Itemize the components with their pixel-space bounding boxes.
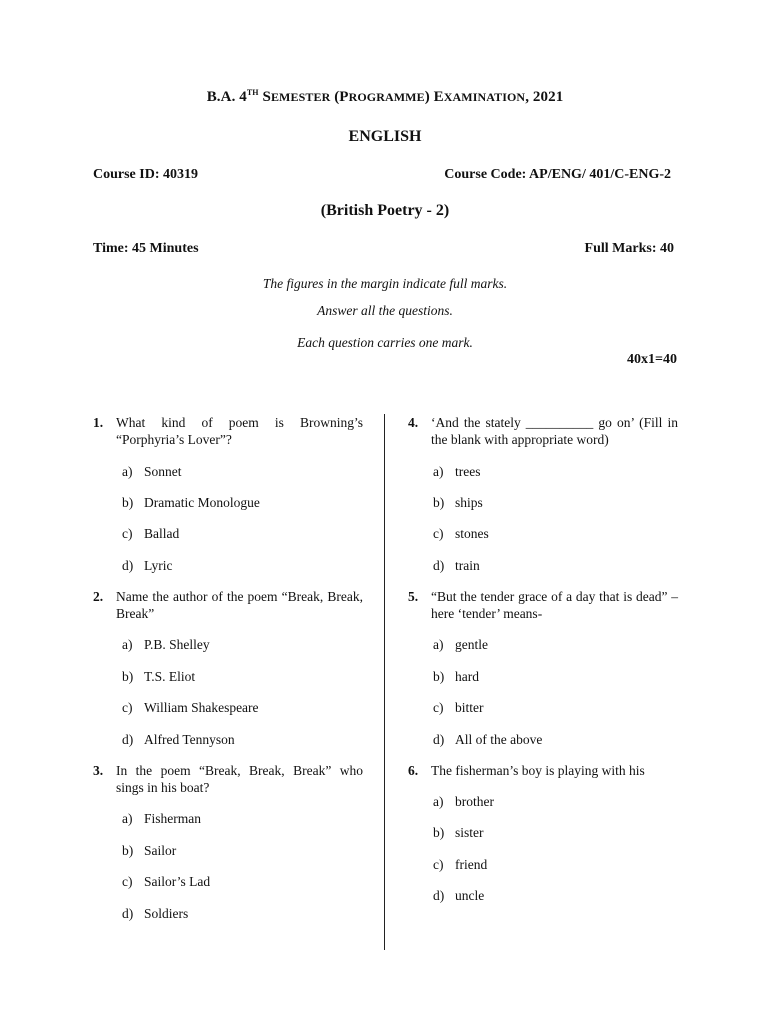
option-text: hard	[455, 669, 479, 684]
option	[433, 731, 542, 748]
question-number: 1.	[93, 415, 104, 430]
option-letter: b)	[122, 669, 134, 684]
option-letter: c)	[433, 526, 444, 541]
option	[433, 668, 479, 685]
option-text: ships	[455, 495, 483, 510]
exam-degree: B.A. 4	[206, 89, 247, 105]
option	[122, 636, 210, 653]
option-text: Sailor	[144, 843, 177, 858]
option	[433, 856, 487, 873]
exam-title-part: XAMINATION	[443, 90, 526, 104]
option	[122, 731, 235, 748]
option-text: gentle	[455, 637, 488, 652]
option-letter: d)	[122, 558, 134, 573]
option-letter: c)	[122, 874, 133, 889]
option	[433, 636, 488, 653]
option-letter: b)	[122, 495, 134, 510]
option	[433, 824, 484, 841]
option-text: T.S. Eliot	[144, 669, 196, 684]
option-text: friend	[455, 857, 488, 872]
question-number: 6.	[408, 763, 419, 778]
option	[433, 699, 484, 716]
option-letter: b)	[122, 843, 134, 858]
instruction-line: Each question carries one mark.	[297, 335, 473, 350]
option	[433, 463, 480, 480]
question-3	[93, 762, 363, 796]
question-number: 2.	[93, 589, 104, 604]
option-text: Ballad	[144, 526, 180, 541]
option-letter: a)	[122, 811, 133, 826]
question-1	[93, 414, 363, 448]
exam-title-part: ROGRAMME	[348, 90, 425, 104]
option-letter: d)	[433, 732, 445, 747]
option-text: brother	[455, 794, 494, 809]
question-text: Name the author of the poem “Break, Break, Break”	[116, 589, 363, 621]
question-text: In the poem “Break, Break, Break” who sings in his boat?	[116, 763, 363, 795]
option-text: uncle	[455, 888, 485, 903]
mark-scheme: 40x1=40	[627, 352, 677, 367]
option	[433, 494, 483, 511]
option-letter: a)	[433, 794, 444, 809]
option-text: Lyric	[144, 558, 173, 573]
option-text: Sonnet	[144, 464, 182, 479]
question-4	[408, 414, 678, 448]
option	[433, 793, 494, 810]
option-text: Fisherman	[144, 811, 201, 826]
option-letter: d)	[122, 906, 134, 921]
option-text: Alfred Tennyson	[144, 732, 235, 747]
option	[433, 887, 484, 904]
option-letter: b)	[433, 669, 445, 684]
option-text: All of the above	[455, 732, 543, 747]
option	[433, 557, 480, 574]
question-text: What kind of poem is Browning’s “Porphyria’s Lover”?	[116, 415, 363, 447]
instruction-line: The figures in the margin indicate full marks.	[262, 276, 508, 291]
option-text: Sailor’s Lad	[144, 874, 211, 889]
exam-title-part: S	[262, 89, 271, 105]
question-text: ‘And the stately __________ go on’ (Fill in the blank with appropriate word)	[431, 415, 678, 447]
option-letter: d)	[433, 888, 445, 903]
exam-title-part: (P	[330, 89, 349, 105]
question-number: 5.	[408, 589, 419, 604]
option-letter: a)	[122, 637, 133, 652]
option	[122, 905, 188, 922]
option-text: Soldiers	[144, 906, 189, 921]
option-text: bitter	[455, 700, 484, 715]
option	[122, 810, 201, 827]
option	[122, 494, 260, 511]
time-allowed: Time: 45 Minutes	[93, 241, 199, 256]
question-5	[408, 588, 678, 622]
question-number: 4.	[408, 415, 419, 430]
option-letter: c)	[122, 526, 133, 541]
option	[122, 842, 176, 859]
full-marks: Full Marks: 40	[584, 241, 674, 256]
option-letter: d)	[122, 732, 134, 747]
option-letter: a)	[433, 637, 444, 652]
course-code: Course Code: AP/ENG/ 401/C-ENG-2	[444, 167, 671, 182]
option	[122, 463, 182, 480]
option-text: sister	[455, 825, 484, 840]
option-letter: d)	[433, 558, 445, 573]
option-letter: c)	[433, 857, 444, 872]
option-letter: b)	[433, 825, 445, 840]
option	[122, 668, 195, 685]
exam-title-part: ) E	[424, 89, 444, 105]
column-divider	[384, 414, 385, 950]
subject-title: ENGLISH	[348, 128, 422, 145]
option-text: William Shakespeare	[144, 700, 259, 715]
question-text: The fisherman’s boy is playing with his	[431, 763, 645, 778]
question-text: “But the tender grace of a day that is dead” – here ‘tender’ means-	[431, 589, 678, 621]
option-text: trees	[455, 464, 481, 479]
option-text: train	[455, 558, 480, 573]
exam-degree-superscript: TH	[246, 88, 259, 97]
paper-title: (British Poetry - 2)	[320, 202, 450, 219]
exam-title-part: EMESTER	[270, 90, 331, 104]
option-letter: c)	[433, 700, 444, 715]
option-text: Dramatic Monologue	[144, 495, 260, 510]
exam-title	[0, 88, 770, 106]
option	[122, 557, 173, 574]
option-letter: b)	[433, 495, 445, 510]
option-letter: a)	[433, 464, 444, 479]
option	[122, 873, 210, 890]
option	[433, 525, 489, 542]
question-number: 3.	[93, 763, 104, 778]
question-2	[93, 588, 363, 622]
question-6	[408, 762, 678, 779]
option-text: P.B. Shelley	[144, 637, 210, 652]
option	[122, 699, 259, 716]
option-letter: c)	[122, 700, 133, 715]
option-letter: a)	[122, 464, 133, 479]
exam-year: , 2021	[525, 89, 564, 105]
option	[122, 525, 179, 542]
option-text: stones	[455, 526, 489, 541]
course-id: Course ID: 40319	[93, 167, 198, 182]
instruction-line: Answer all the questions.	[317, 303, 453, 318]
